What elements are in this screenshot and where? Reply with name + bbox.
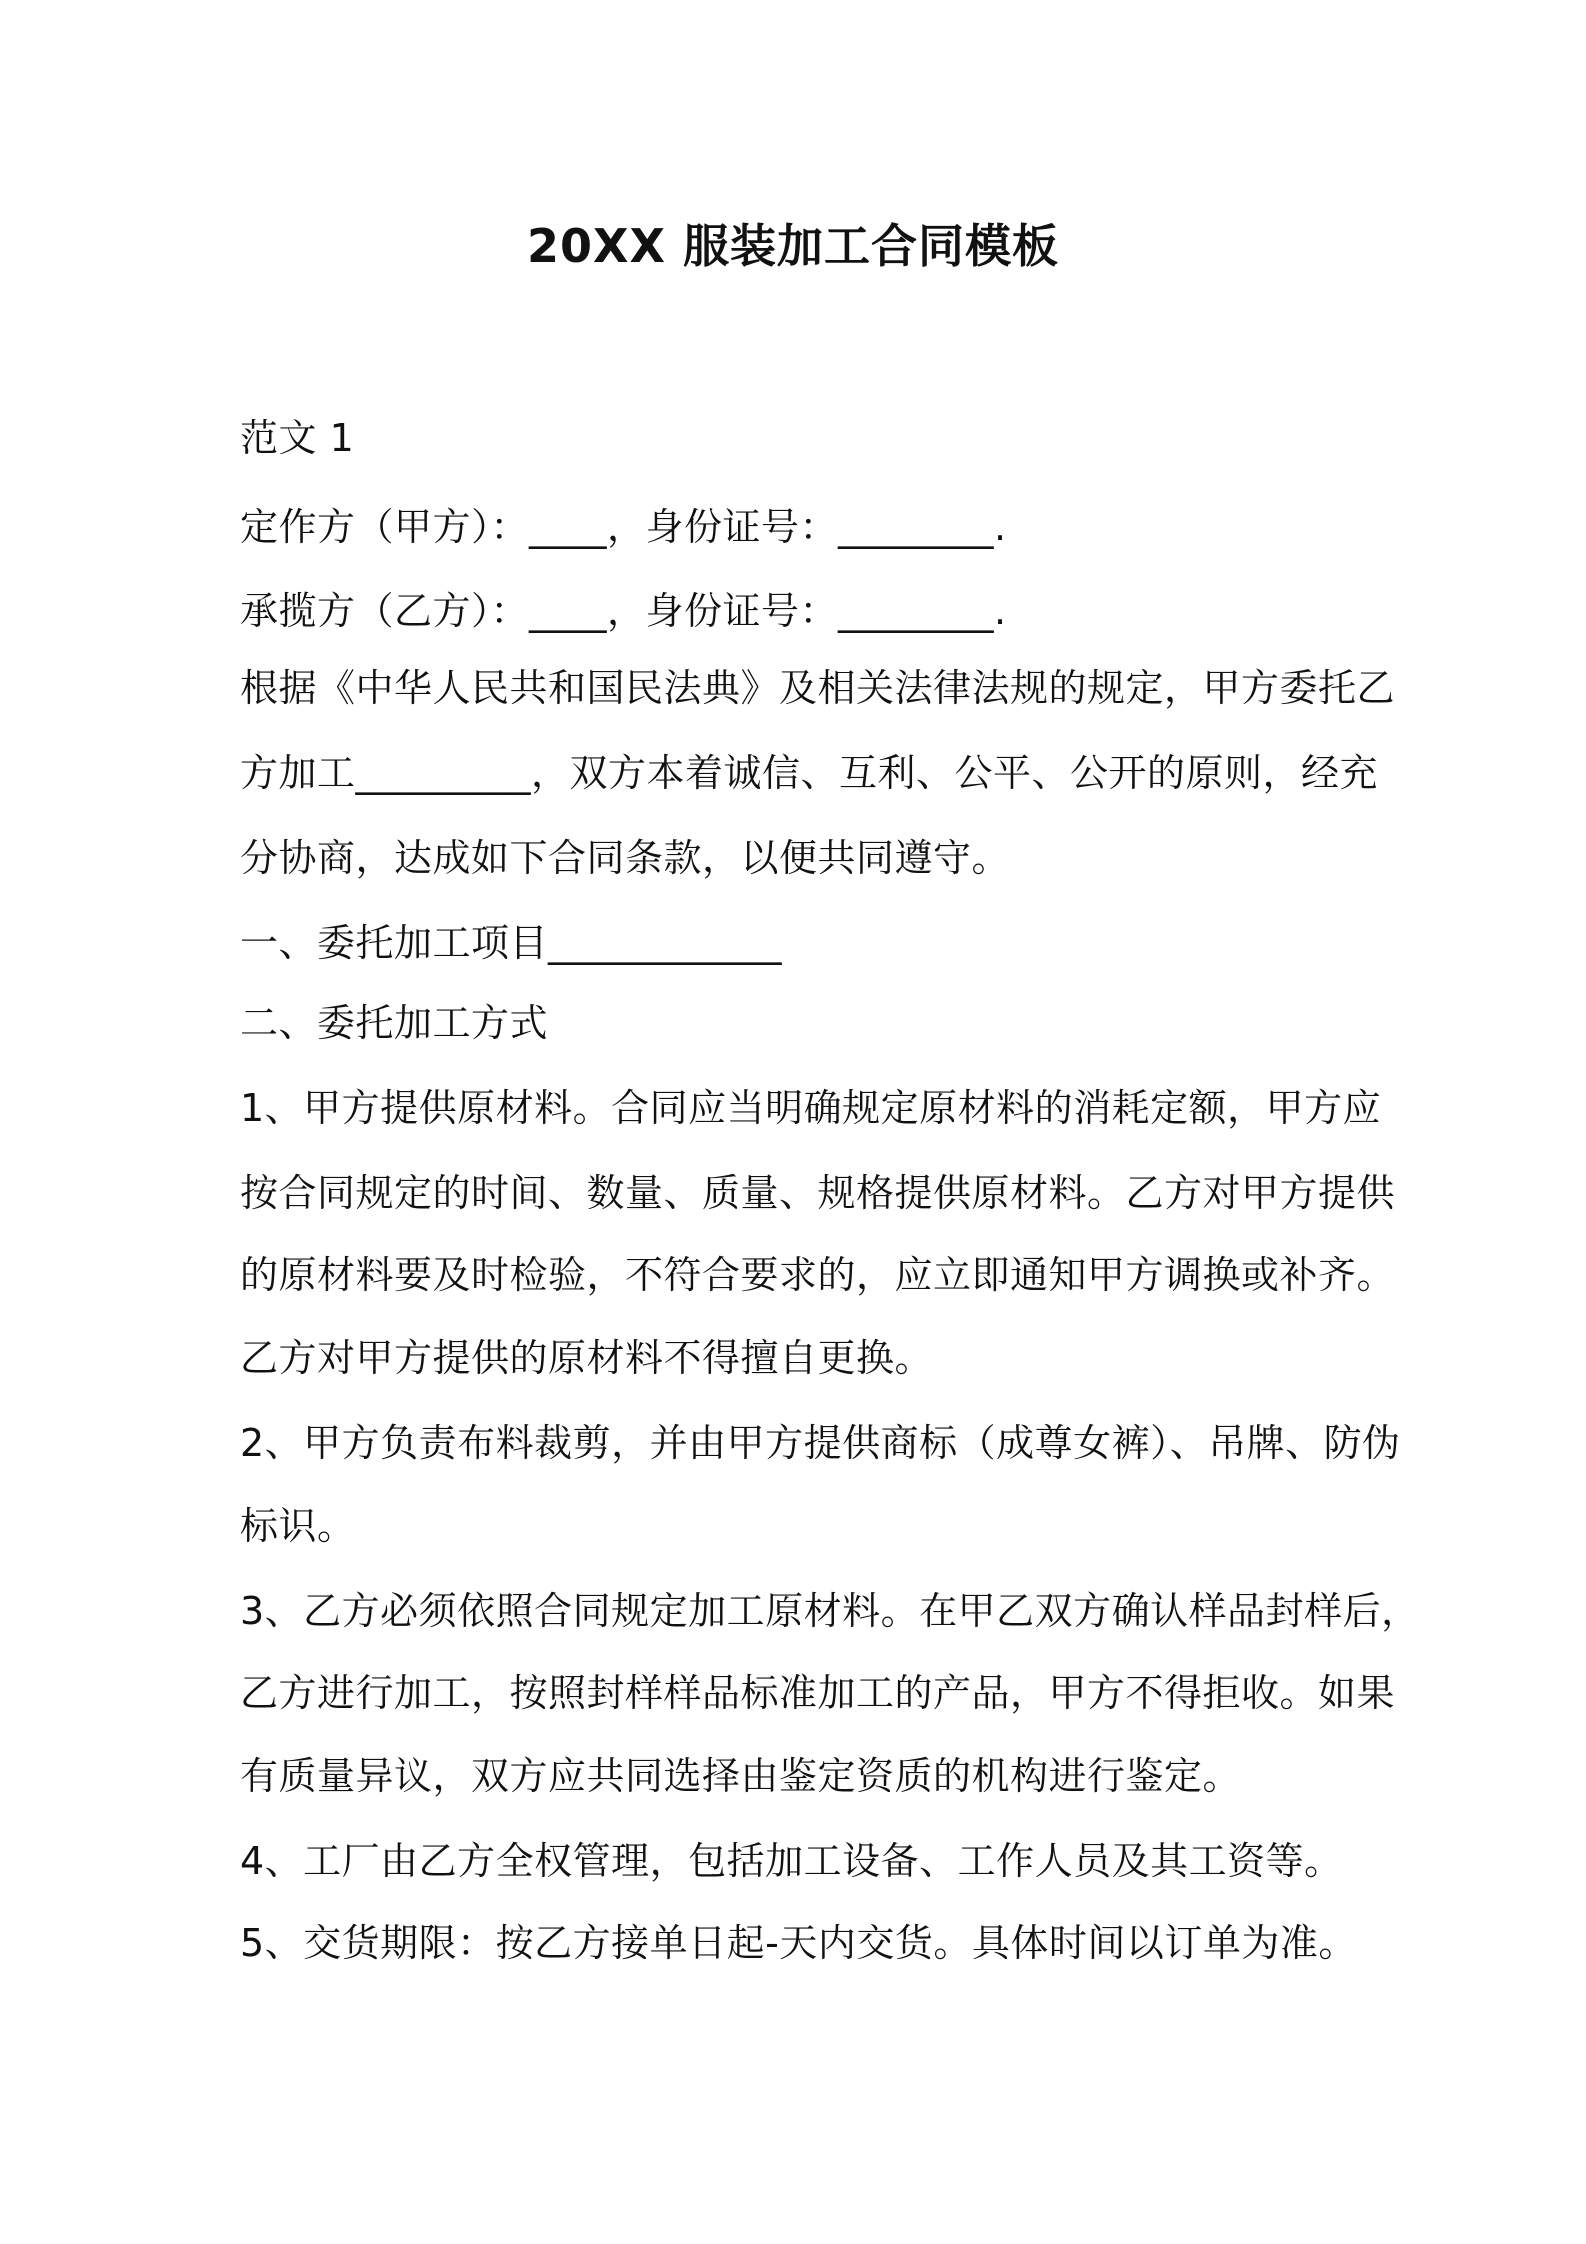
- text-line: 1、甲方提供原材料。合同应当明确规定原材料的消耗定额，甲方应: [240, 1086, 1382, 1130]
- text-line: 范文 1: [240, 416, 355, 460]
- text-line: 承揽方（乙方）：____，身份证号：________.: [240, 589, 1007, 633]
- text-line: 乙方对甲方提供的原材料不得擅自更换。: [240, 1336, 934, 1380]
- text-line: 3、乙方必须依照合同规定加工原材料。在甲乙双方确认样品封样后，: [240, 1589, 1420, 1633]
- text-line: 按合同规定的时间、数量、质量、规格提供原材料。乙方对甲方提供: [240, 1171, 1396, 1215]
- text-line: 根据《中华人民共和国民法典》及相关法律法规的规定，甲方委托乙: [240, 666, 1396, 710]
- text-line: 4、工厂由乙方全权管理，包括加工设备、工作人员及其工资等。: [240, 1839, 1343, 1883]
- text-line: 方加工_________，双方本着诚信、互利、公平、公开的原则，经充: [240, 751, 1379, 795]
- text-line: 乙方进行加工，按照封样样品标准加工的产品，甲方不得拒收。如果: [240, 1671, 1396, 1715]
- text-line: 分协商，达成如下合同条款，以便共同遵守。: [240, 836, 1011, 880]
- text-line: 2、甲方负责布料裁剪，并由甲方提供商标（成尊女裤）、吊牌、防伪: [240, 1421, 1401, 1465]
- document-title: 20XX 服装加工合同模板: [527, 219, 1059, 273]
- text-line: 有质量异议，双方应共同选择由鉴定资质的机构进行鉴定。: [240, 1754, 1242, 1798]
- text-line: 的原材料要及时检验，不符合要求的，应立即通知甲方调换或补齐。: [240, 1253, 1396, 1297]
- text-line: 5、交货期限：按乙方接单日起-天内交货。具体时间以订单为准。: [240, 1921, 1357, 1965]
- text-line: 定作方（甲方）：____，身份证号：________.: [240, 505, 1007, 549]
- text-line: 二、委托加工方式: [240, 1001, 549, 1045]
- text-line: 一、委托加工项目____________: [240, 921, 783, 965]
- text-line: 标识。: [240, 1504, 356, 1548]
